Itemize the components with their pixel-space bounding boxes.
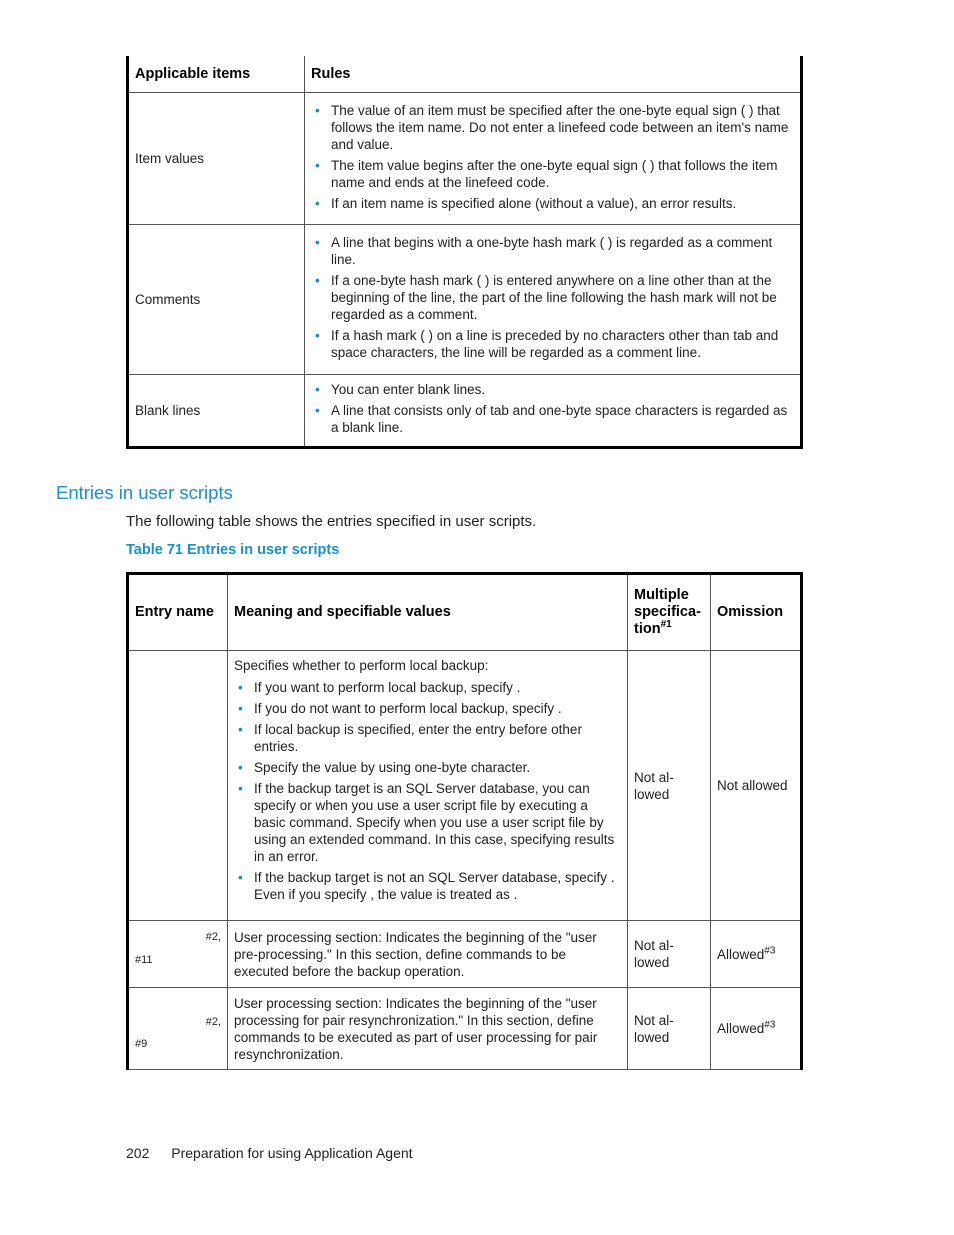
footnote-mark: #3 [764,1019,776,1031]
page-number: 202 [126,1145,150,1161]
table-row [128,921,802,988]
entry-name-cell [128,651,228,921]
omission-label: Allowed [717,946,765,962]
list-item: • You can enter blank lines. [311,381,794,398]
footnote-mark: #2, [205,931,221,943]
list-item: • The item value begins after the one-byte equal sign ( ) that follows the item name and ends at the linefeed code. [311,157,794,191]
rules-cell [305,225,802,375]
item-name: Item values [128,93,305,225]
list-item: • If an item name is specified alone (without a value), an error results. [311,195,794,212]
entry-name-cell [128,921,228,988]
table-row [128,375,802,448]
meaning-cell: User processing section: Indicates the beginning of the "user pre-processing." In this section, define commands to be executed before the backup operation. [228,921,628,988]
list-item: • If the backup target is not an SQL Server database, specify . Even if you specify , the value is treated as . [234,869,621,903]
header-entry-name: Entry name [135,604,214,620]
item-name: Blank lines [128,375,305,448]
multiple-cell: Not al-lowed [628,988,711,1070]
footnote-mark: #2, [205,1016,221,1028]
entry-name-cell [128,988,228,1070]
meaning-cell [228,651,628,921]
list-item: • If you do not want to perform local backup, specify . [234,700,621,717]
list-item: • If a hash mark ( ) on a line is preceded by no characters other than tab and space characters, the line will be regarded as a comment line. [311,327,794,361]
page-footer [126,1145,413,1161]
header-omission: Omission [711,574,802,651]
omission-label: Allowed [717,1021,765,1036]
intro-text: The following table shows the entries specified in user scripts. [126,513,537,530]
list-item: • The value of an item must be specified after the one-byte equal sign ( ) that follows the item name. Do not enter a linefeed code between an item's name and value. [311,102,794,153]
list-item: • If local backup is specified, enter the entry before other entries. [234,721,621,755]
header-rules: Rules [305,56,802,93]
header-multiple-label: Multiple specifica-tion [634,587,701,637]
multiple-cell: Not al-lowed [628,651,711,921]
table-row [128,651,802,921]
header-meaning: Meaning and specifiable values [228,574,628,651]
table-caption: Table 71 Entries in user scripts [126,542,340,558]
list-item: • If you want to perform local backup, specify . [234,679,621,696]
header-multiple [628,574,711,651]
footnote-mark: #11 [135,954,153,966]
footer-title: Preparation for using Application Agent [171,1145,413,1161]
omission-cell [711,921,802,988]
entries-table [126,572,803,1070]
footnote-mark: #3 [764,945,776,956]
omission-cell: Not allowed [711,651,802,921]
table-header-row [128,574,802,651]
list-item: • A line that consists only of tab and one-byte space characters is regarded as a blank line. [311,402,794,436]
rules-cell [305,375,802,448]
footnote-mark: #1 [660,619,672,631]
list-item: • If the backup target is an SQL Server database, you can specify or when you use a user script file by executing a basic command. Specify when you use a user script file by using an extended command. In this case, specifying results in an error. [234,780,621,865]
omission-cell [711,988,802,1070]
multiple-cell: Not al-lowed [628,921,711,988]
rules-cell [305,93,802,225]
rules-table [126,56,803,449]
section-heading: Entries in user scripts [56,482,233,503]
list-item: • A line that begins with a one-byte hash mark ( ) is regarded as a comment line. [311,234,794,268]
table-row [128,225,802,375]
footnote-mark: #9 [135,1038,148,1050]
list-item: • If a one-byte hash mark ( ) is entered anywhere on a line other than at the beginning of the line, the part of the line following the hash mark will not be regarded as a comment. [311,272,794,323]
table-row [128,93,802,225]
table-header-row [128,56,802,93]
table-row [128,988,802,1070]
list-item: • Specify the value by using one-byte character. [234,759,621,776]
header-applicable-items: Applicable items [135,65,251,82]
meaning-intro: Specifies whether to perform local backup: [234,658,489,673]
item-name: Comments [128,225,305,375]
meaning-cell: User processing section: Indicates the beginning of the "user processing for pair resynchronization." In this section, define commands to be executed as part of user processing for pair resynchronization. [228,988,628,1070]
